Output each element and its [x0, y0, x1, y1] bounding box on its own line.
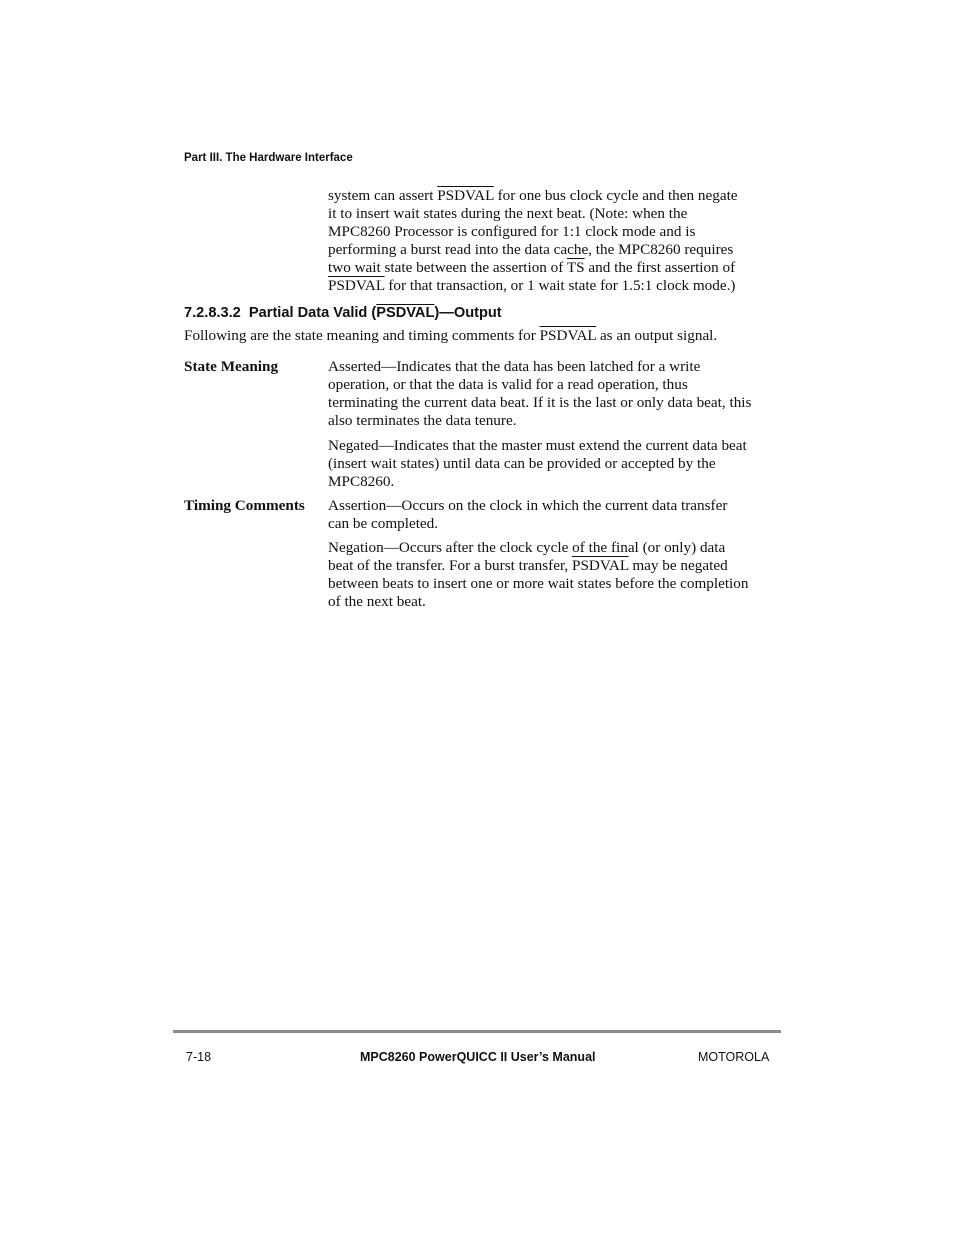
following-paragraph: [184, 327, 717, 345]
text-run: beat of the transfer. For a burst transfer,: [328, 557, 572, 575]
signal-ts: $\overline{TS}$: [566, 259, 585, 277]
section-heading: [184, 305, 502, 321]
description-line: can be completed.: [328, 515, 439, 533]
description-line: [328, 557, 748, 575]
signal-psdval: PSDVAL: [539, 327, 597, 344]
section-number: 7.2.8.3.2: [184, 305, 241, 321]
description-line: terminating the current data beat. If it is the last or only data beat, this: [328, 394, 752, 412]
description-line: operation, or that the data is valid for a read operation, thus: [328, 376, 688, 394]
text-run: for that transaction, or 1 wait state for 1.5:1 clock mode.): [384, 277, 736, 295]
signal-psdval: PSDVAL: [572, 557, 629, 575]
company-name: MOTOROLA: [698, 1050, 770, 1064]
description-line: Assertion—Occurs on the clock in which the current data transfer: [328, 497, 728, 514]
term-timing-comments: Timing Comments: [184, 497, 305, 514]
text-run: as an output signal.: [596, 327, 718, 344]
description-line: Negated—Indicates that the master must extend the current data beat: [328, 437, 747, 454]
intro-line: [328, 259, 768, 277]
description-line: Negation—Occurs after the clock cycle of the final (or only) data: [328, 539, 726, 556]
text-run: system can assert: [328, 187, 438, 204]
manual-title: MPC8260 PowerQUICC II User’s Manual: [360, 1050, 596, 1064]
section-title-suffix: )—Output: [434, 305, 502, 321]
text-run: and the first assertion of: [584, 259, 736, 277]
text-run: may be negated: [628, 557, 728, 575]
page-number: 7-18: [186, 1050, 212, 1064]
running-head: Part III. The Hardware Interface: [184, 152, 353, 164]
intro-line: [328, 277, 768, 295]
signal-psdval: PSDVAL: [328, 277, 385, 295]
description-line: between beats to insert one or more wait states before the completion: [328, 575, 749, 593]
description-line: also terminates the data tenure.: [328, 412, 517, 430]
negated-description: [328, 437, 747, 491]
text-run: Following are the state meaning and timing comments for: [184, 327, 540, 344]
description-line: of the next beat.: [328, 593, 426, 611]
intro-paragraph: [328, 187, 768, 296]
following-line: [184, 327, 717, 345]
intro-line: performing a burst read into the data cache, the MPC8260 requires: [328, 241, 734, 259]
intro-line: MPC8260 Processor is configured for 1:1 clock mode and is: [328, 223, 696, 241]
term-state-meaning: State Meaning: [184, 358, 279, 375]
negation-description: [328, 539, 748, 611]
signal-psdval: PSDVAL: [376, 305, 435, 321]
description-line: MPC8260.: [328, 473, 395, 491]
text-run: two wait state between the assertion of: [328, 259, 567, 277]
footer-rule: [173, 1030, 781, 1033]
intro-line: it to insert wait states during the next beat. (Note: when the: [328, 205, 688, 223]
description-line: Asserted—Indicates that the data has been latched for a write: [328, 358, 701, 375]
intro-line: [328, 187, 768, 205]
assertion-description: [328, 497, 727, 533]
text-run: for one bus clock cycle and then negate: [493, 187, 738, 204]
description-line: (insert wait states) until data can be provided or accepted by the: [328, 455, 716, 473]
asserted-description: [328, 358, 751, 430]
section-title-prefix: Partial Data Valid (: [248, 305, 377, 321]
signal-psdval: PSDVAL: [437, 187, 494, 204]
